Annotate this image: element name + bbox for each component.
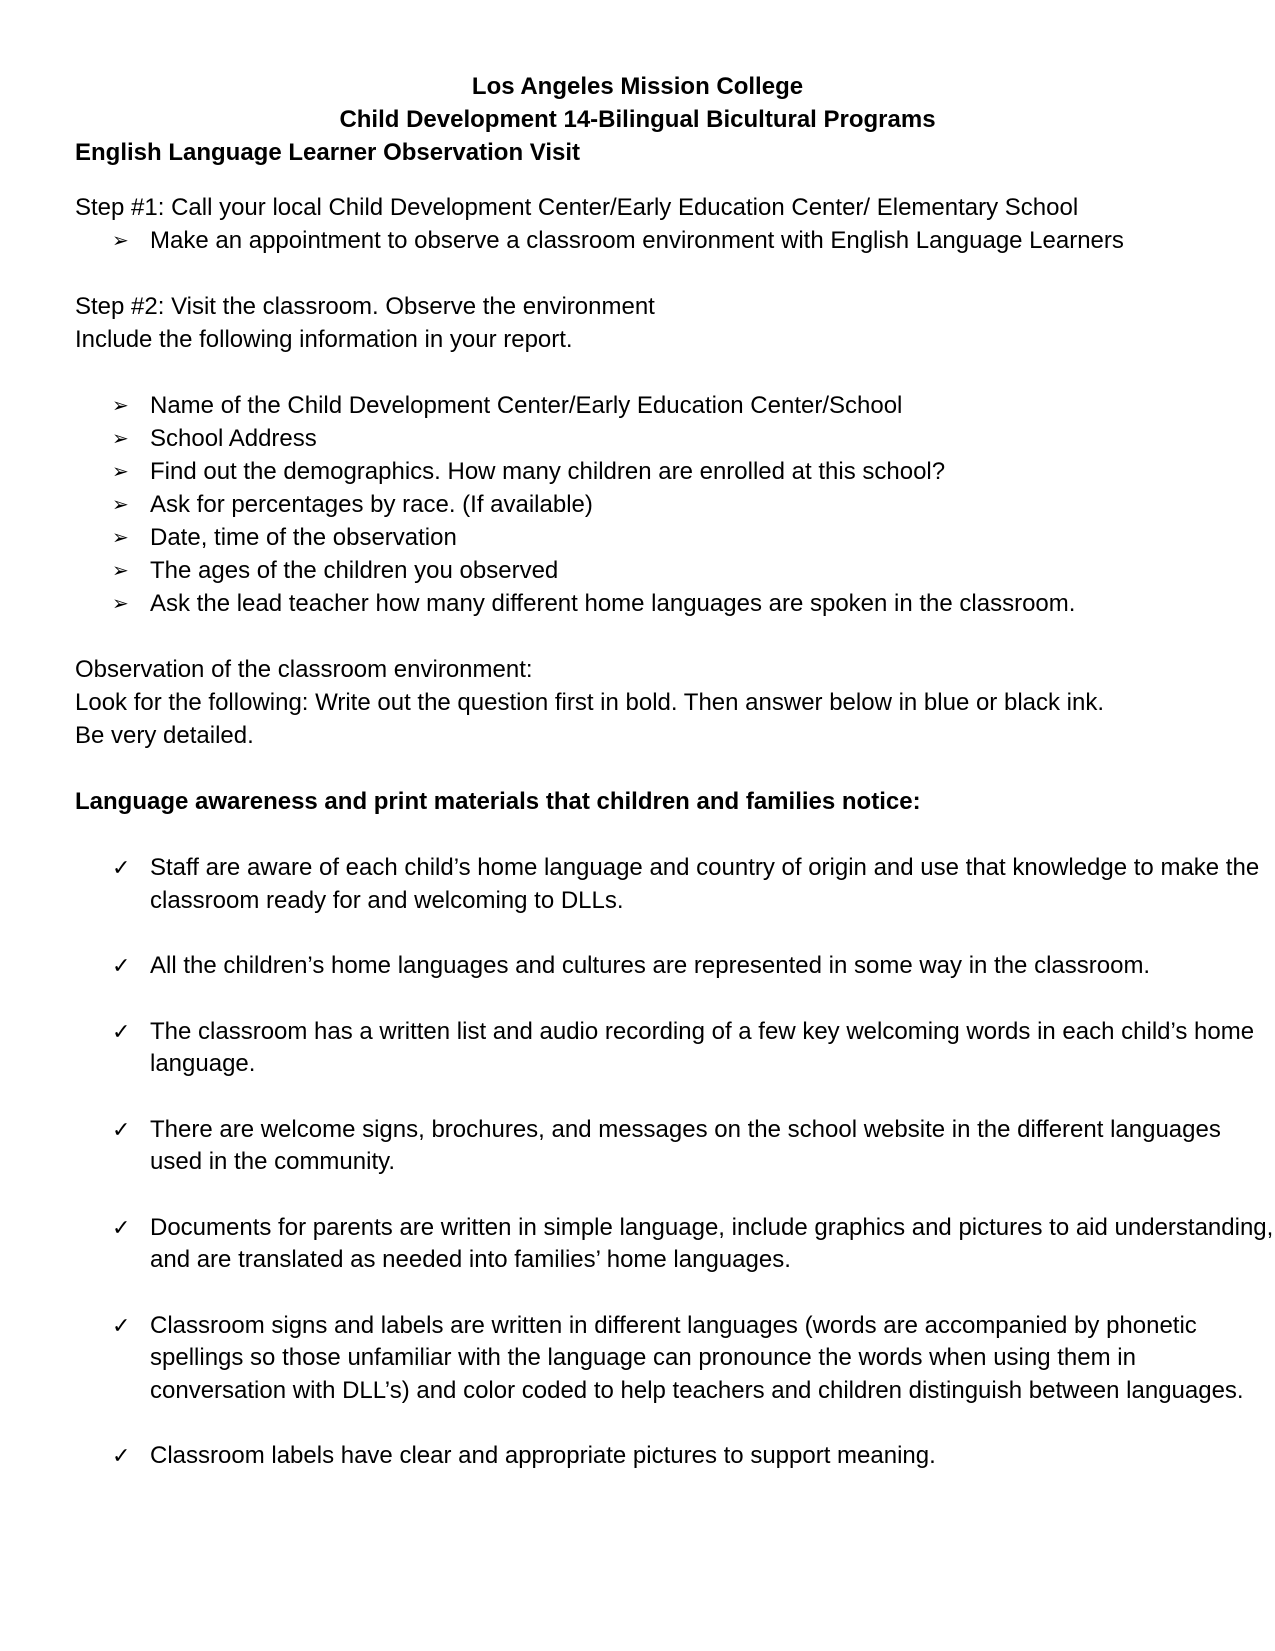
list-item — [75, 522, 1205, 555]
checklist-item — [75, 1310, 1275, 1408]
checklist — [75, 852, 1274, 1473]
arrow-bullet-icon: ➢ — [112, 428, 129, 450]
check-bullet-icon: ✓ — [112, 855, 131, 880]
checklist-item — [75, 1016, 1275, 1081]
checklist-item-text: There are welcome signs, brochures, and messages on the school website in the different languages used in the community. — [150, 1115, 1221, 1175]
arrow-bullet-icon: ➢ — [112, 230, 129, 252]
check-bullet-icon: ✓ — [112, 1443, 131, 1468]
checklist-item — [75, 1212, 1275, 1277]
check-bullet-icon: ✓ — [112, 1116, 131, 1142]
list-item-text: School Address — [150, 425, 317, 452]
list-item — [75, 588, 1205, 621]
checklist-item — [75, 950, 1275, 983]
section-heading: Language awareness and print materials that children and families notice: — [75, 788, 921, 815]
step2-list — [75, 390, 1205, 621]
checklist-item-text: The classroom has a written list and audio recording of a few key welcoming words in each child’s home language. — [150, 1017, 1255, 1077]
checklist-item-text: All the children’s home languages and cultures are represented in some way in the classroom. — [150, 952, 1151, 979]
list-item-text: The ages of the children you observed — [150, 557, 559, 584]
step1-list — [75, 225, 1205, 258]
list-item-text: Ask the lead teacher how many different home languages are spoken in the classroom. — [150, 590, 1076, 617]
observation-heading: Observation of the classroom environment: — [75, 656, 533, 683]
list-item — [75, 390, 1205, 423]
check-bullet-icon: ✓ — [112, 1312, 131, 1338]
arrow-bullet-icon: ➢ — [112, 593, 129, 615]
list-item-text: Find out the demographics. How many children are enrolled at this school? — [150, 458, 946, 485]
check-bullet-icon: ✓ — [112, 953, 131, 978]
course-title: Child Development 14-Bilingual Bicultural Programs — [339, 106, 936, 133]
checklist-item-text: Documents for parents are written in simple language, include graphics and pictures to aid understanding, and are translated as needed into families’ home languages. — [150, 1213, 1274, 1273]
list-item — [75, 555, 1205, 588]
college-name: Los Angeles Mission College — [471, 73, 804, 100]
checklist-item — [75, 852, 1275, 917]
step1-text: Step #1: Call your local Child Development Center/Early Education Center/ Elementary School — [75, 194, 1079, 221]
document-body — [75, 192, 1274, 1506]
arrow-bullet-icon: ➢ — [112, 494, 129, 516]
arrow-bullet-icon: ➢ — [112, 527, 129, 549]
checklist-item — [75, 1440, 1275, 1473]
checklist-item-text: Classroom labels have clear and appropriate pictures to support meaning. — [150, 1442, 936, 1469]
checklist-item-text: Staff are aware of each child’s home language and country of origin and use that knowledge to make the classroom ready for and welcoming to DLLs. — [150, 854, 1260, 914]
arrow-bullet-icon: ➢ — [112, 395, 129, 417]
list-item — [75, 489, 1205, 522]
arrow-bullet-icon: ➢ — [112, 461, 129, 483]
list-item — [75, 225, 1205, 258]
step2-include: Include the following information in your report. — [75, 326, 573, 353]
step2-text: Step #2: Visit the classroom. Observe the environment — [75, 293, 655, 320]
list-item-text: Date, time of the observation — [150, 524, 457, 551]
document-title: English Language Learner Observation Visit — [75, 139, 581, 166]
list-item-text: Ask for percentages by race. (If available) — [150, 491, 593, 518]
checklist-item — [75, 1114, 1275, 1179]
list-item — [75, 423, 1205, 456]
list-item — [75, 456, 1205, 489]
arrow-bullet-icon: ➢ — [112, 560, 129, 582]
document-header — [0, 71, 1275, 166]
checklist-item-text: Classroom signs and labels are written in different languages (words are accompanied by phonetic spellings so those unfamiliar with the language can pronounce the words when using them in conversation with DLL’s) and color coded to help teachers and children distinguish between languages. — [150, 1311, 1244, 1404]
observation-instructions: Look for the following: Write out the question first in bold. Then answer below in blue or black ink. — [75, 689, 1105, 716]
check-bullet-icon: ✓ — [112, 1214, 131, 1240]
list-item-text: Make an appointment to observe a classroom environment with English Language Learners — [150, 227, 1124, 254]
check-bullet-icon: ✓ — [112, 1018, 131, 1044]
list-item-text: Name of the Child Development Center/Early Education Center/School — [150, 392, 903, 419]
observation-detail: Be very detailed. — [75, 722, 254, 749]
